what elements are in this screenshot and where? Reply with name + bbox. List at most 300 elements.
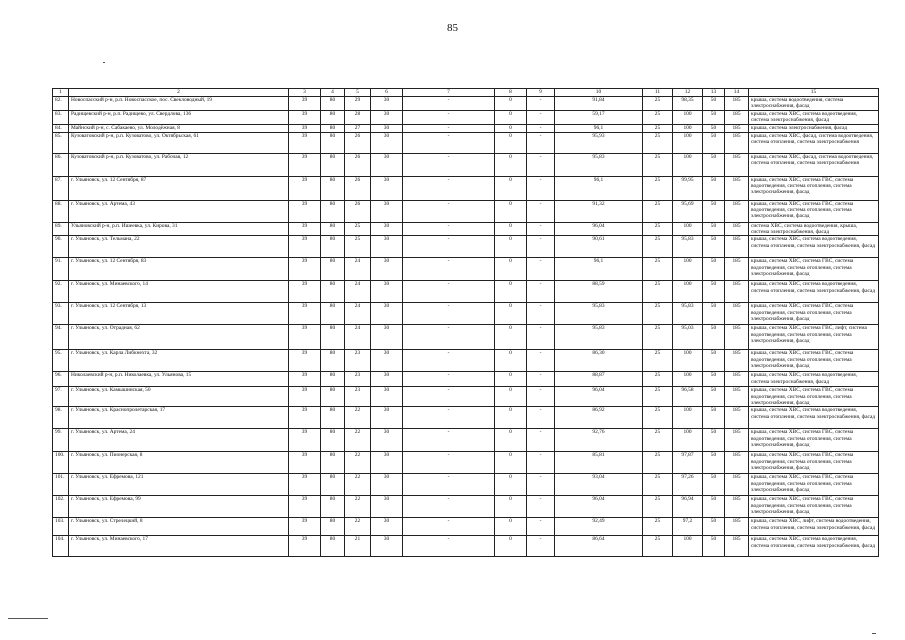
table-cell: 25 [643,429,673,452]
table-cell: 50 [703,325,725,350]
table-cell: - [403,518,495,536]
table-cell: 30 [371,133,403,154]
table-cell: 39 [289,496,321,518]
table-cell: 30 [371,325,403,350]
table-cell: 80 [321,350,345,372]
table-cell: 25 [643,350,673,372]
table-cell: - [403,387,495,407]
table-cell: г. Ульяновск, ул. Ефремова, 121 [69,474,289,496]
table-cell: Ульяновский р-н, р.п. Ишеевка, ул. Кирова, 31 [69,223,289,236]
table-cell: 96,94 [673,496,703,518]
column-header: 7 [403,89,495,97]
table-cell: 91,84 [555,97,643,111]
table-row [53,154,879,177]
table-cell: 85. [53,133,69,154]
table-row [53,201,879,223]
table-cell: 0 [495,154,527,177]
table-cell: 39 [289,177,321,201]
table-cell: 21 [345,536,371,557]
table-cell: 96,58 [673,387,703,407]
table-cell: 39 [289,536,321,557]
table-cell: - [527,452,555,474]
table-cell: 91. [53,258,69,281]
table-cell: 86. [53,154,69,177]
table-cell: 86,92 [555,407,643,429]
table-cell: 80 [321,125,345,133]
table-cell: крыша, система ХВС, система ГВС, система водоотведения, система отопления, система электроснабжения, фасад [749,452,879,474]
table-cell: - [403,125,495,133]
table-cell: 95,83 [555,154,643,177]
table-cell: 100 [673,133,703,154]
table-cell: - [527,111,555,125]
table-cell: 22 [345,429,371,452]
table-cell: 92,76 [555,429,643,452]
table-row [53,429,879,452]
table-cell: - [403,281,495,303]
table-cell: 100 [673,125,703,133]
column-header: 9 [527,89,555,97]
column-header: 11 [643,89,673,97]
table-cell: 185 [725,407,749,429]
table-cell: 92. [53,281,69,303]
table-cell: - [403,154,495,177]
table-cell: - [527,387,555,407]
table-cell: 50 [703,281,725,303]
table-cell: - [527,429,555,452]
table-cell: 185 [725,223,749,236]
table-cell: 185 [725,474,749,496]
table-cell: 80 [321,372,345,387]
table-cell: 95,83 [555,325,643,350]
table-cell: 23 [345,372,371,387]
table-cell: 88,59 [555,281,643,303]
table-cell: 50 [703,518,725,536]
table-cell: - [527,281,555,303]
table-cell: 39 [289,201,321,223]
table-header-row [53,89,879,97]
table-cell: 22 [345,518,371,536]
table-cell: 50 [703,258,725,281]
table-row [53,258,879,281]
table-cell: 39 [289,452,321,474]
table-cell: 0 [495,303,527,325]
table-cell: - [527,372,555,387]
table-cell: крыша, система ХВС, система ГВС, лифт, система водоотведения, система отопления, система электроснабжения, фасад [749,325,879,350]
table-cell: 96,1 [555,258,643,281]
table-row [53,281,879,303]
table-row [53,111,879,125]
table-cell: 25 [643,518,673,536]
table-cell: г. Ульяновск, ул. Карла Либкнехта, 32 [69,350,289,372]
table-cell: 25 [345,223,371,236]
table-row [53,325,879,350]
table-cell: 25 [345,236,371,258]
table-cell: 185 [725,154,749,177]
table-cell: - [527,154,555,177]
table-cell: 98,35 [673,97,703,111]
table-cell: - [403,223,495,236]
table-cell: крыша, система ХВС, система ГВС, система водоотведения, система отопления, система электроснабжения, фасад [749,387,879,407]
table-cell: 93. [53,303,69,325]
table-cell: 22 [345,407,371,429]
table-cell: крыша, система водоотведения, система электроснабжения, фасад [749,97,879,111]
table-cell: 185 [725,258,749,281]
column-header: 5 [345,89,371,97]
table-cell: 39 [289,223,321,236]
column-header: 6 [371,89,403,97]
table-row [53,303,879,325]
table-cell: 39 [289,133,321,154]
column-header: 14 [725,89,749,97]
table-cell: 0 [495,111,527,125]
table-cell: - [403,452,495,474]
table-cell: 25 [643,201,673,223]
table-cell: 25 [643,258,673,281]
table-cell: - [527,350,555,372]
table-cell: 30 [371,536,403,557]
table-cell: - [403,474,495,496]
table-cell: 0 [495,236,527,258]
table-cell: крыша, система ХВС, система ГВС, система водоотведения, система отопления, система электроснабжения, фасад [749,474,879,496]
table-cell: Радищевский р-н, р.п. Радищево, ул. Свердлова, 136 [69,111,289,125]
table-cell: крыша, система ХВС, система водоотведения, система отопления, система электроснабжения, фасад [749,281,879,303]
table-cell: - [527,125,555,133]
table-cell: 29 [345,97,371,111]
table-cell: - [527,407,555,429]
table-cell: 185 [725,236,749,258]
table-cell: 50 [703,452,725,474]
table-cell: 50 [703,97,725,111]
table-cell: - [403,536,495,557]
table-cell: - [527,177,555,201]
table-cell: 80 [321,281,345,303]
table-cell: крыша, система ХВС, система водоотведения, система электроснабжения, фасад [749,372,879,387]
table-cell: 85,81 [555,452,643,474]
table-cell: 90,61 [555,236,643,258]
table-cell: 0 [495,474,527,496]
table-cell: 39 [289,325,321,350]
table-cell: - [527,496,555,518]
table-cell: 39 [289,387,321,407]
table-cell: г. Ульяновск, ул. 12 Сентября, 13 [69,303,289,325]
table-cell: г. Ульяновск, ул. 12 Сентября, 83 [69,258,289,281]
table-cell: 50 [703,536,725,557]
table-cell: 88,87 [555,372,643,387]
table-cell: 25 [643,496,673,518]
table-cell: 25 [643,154,673,177]
table-cell: 185 [725,281,749,303]
table-cell: 50 [703,474,725,496]
table-cell: 80 [321,97,345,111]
page-number: 85 [447,22,458,34]
table-cell: 25 [643,223,673,236]
table-cell: 100 [673,407,703,429]
table-cell: 80 [321,303,345,325]
table-cell: крыша, система ХВС, система ГВС, система водоотведения, система отопления, система электроснабжения, фасад [749,201,879,223]
table-cell: крыша, система ХВС, система водоотведения, система отопления, система электроснабжения, фасад [749,407,879,429]
table-cell: 25 [643,133,673,154]
table-cell: - [527,133,555,154]
table-cell: г. Ульяновск, ул. Минаевского, 14 [69,281,289,303]
table-cell: 97,2 [673,518,703,536]
table-cell: - [403,133,495,154]
table-cell: крыша, система ХВС, система ГВС, система водоотведения, система отопления, система электроснабжения, фасад [749,258,879,281]
table-cell: 96,04 [555,223,643,236]
table-cell: 98. [53,407,69,429]
table-cell: - [403,372,495,387]
table-cell: 25 [643,303,673,325]
table-cell: 26 [345,154,371,177]
table-cell: 86,64 [555,536,643,557]
table-cell: 80 [321,407,345,429]
table-cell: крыша, система ХВС, система водоотведения, система отопления, система электроснабжения, фасад [749,536,879,557]
table-cell: 80 [321,474,345,496]
table-cell: крыша, система ХВС, система ГВС, система водоотведения, система отопления, система электроснабжения, фасад [749,429,879,452]
table-row [53,350,879,372]
table-cell: 0 [495,536,527,557]
table-cell: 50 [703,223,725,236]
table-cell: 83. [53,111,69,125]
table-cell: г. Ульяновск, ул. Отрадная, 62 [69,325,289,350]
table-cell: 82. [53,97,69,111]
table-cell: 39 [289,97,321,111]
table-cell: - [527,236,555,258]
table-cell: 39 [289,350,321,372]
table-cell: 50 [703,372,725,387]
table-row [53,177,879,201]
table-cell: 30 [371,281,403,303]
table-cell: 185 [725,177,749,201]
table-row [53,97,879,111]
table-cell: 185 [725,133,749,154]
table-cell: 80 [321,536,345,557]
table-cell: крыша, система ХВС, фасад, система водоотведения, система отопления, система электроснабжения [749,133,879,154]
table-cell: 80 [321,429,345,452]
table-cell: 30 [371,407,403,429]
table-cell: 24 [345,325,371,350]
table-cell: - [403,496,495,518]
table-cell: 80 [321,177,345,201]
table-cell: 80 [321,223,345,236]
table-cell: 50 [703,201,725,223]
table-cell: 0 [495,97,527,111]
table-cell: 26 [345,201,371,223]
table-cell: 94. [53,325,69,350]
table-cell: 97. [53,387,69,407]
table-cell: 100 [673,258,703,281]
table-cell: 185 [725,452,749,474]
table-cell: 80 [321,258,345,281]
table-cell: 80 [321,496,345,518]
column-header: 8 [495,89,527,97]
table-cell: 89. [53,223,69,236]
table-cell: крыша, система ХВС, лифт, система водоотведения, система отопления, система электроснабжения, фасад [749,518,879,536]
table-cell: - [403,350,495,372]
table-cell: крыша, система ХВС, система ГВС, система водоотведения, система отопления, система электроснабжения, фасад [749,350,879,372]
table-cell: 86,30 [555,350,643,372]
table-cell: 84. [53,125,69,133]
table-cell: 30 [371,236,403,258]
table-cell: 0 [495,325,527,350]
table-cell: крыша, система ХВС, система водоотведения, система отопления, система электроснабжения, фасад [749,236,879,258]
table-cell: 95,83 [673,303,703,325]
table-cell: 99,95 [673,177,703,201]
table-cell: 50 [703,496,725,518]
table-cell: г. Ульяновск, ул. Тельмана, 22 [69,236,289,258]
table-cell: крыша, система ХВС, система водоотведения, система электроснабжения, фасад [749,111,879,125]
table-row [53,223,879,236]
table-cell: 185 [725,536,749,557]
table-cell: 185 [725,125,749,133]
table-cell: 96,04 [555,496,643,518]
table-cell: 0 [495,407,527,429]
table-cell: 30 [371,97,403,111]
table-cell: 0 [495,350,527,372]
table-cell: 39 [289,429,321,452]
table-cell: 100 [673,536,703,557]
table-cell: - [403,97,495,111]
table-cell: 96,1 [555,125,643,133]
table-cell: 92,49 [555,518,643,536]
table-cell: 24 [345,258,371,281]
table-cell: - [403,258,495,281]
table-cell: 97,87 [673,452,703,474]
table-cell: 185 [725,201,749,223]
table-cell: - [527,536,555,557]
table-cell: 30 [371,258,403,281]
table-cell: 0 [495,223,527,236]
table-cell: крыша, система ХВС, фасад, система водоотведения, система отопления, система электроснабжения [749,154,879,177]
table-cell: г. Ульяновск, ул. Артема, 43 [69,201,289,223]
table-cell: 95,83 [555,303,643,325]
table-cell: г. Ульяновск, ул. Камышинская, 50 [69,387,289,407]
table-row [53,474,879,496]
table-cell: 185 [725,350,749,372]
table-cell: 80 [321,154,345,177]
column-header: 10 [555,89,643,97]
table-cell: 0 [495,133,527,154]
scan-speck [103,62,105,63]
table-cell: 95. [53,350,69,372]
column-header: 15 [749,89,879,97]
table-row [53,387,879,407]
table-cell: 50 [703,125,725,133]
table-cell: Майнский р-н, с. Сабакаево, ул. Молодёжная, 8 [69,125,289,133]
table-cell: г. Ульяновск, ул. 12 Сентября, 87 [69,177,289,201]
table-cell: 39 [289,125,321,133]
table-cell: - [403,303,495,325]
table-cell: 100 [673,154,703,177]
table-cell: 96,1 [555,177,643,201]
table-cell: г. Ульяновск, ул. Краснопролетарская, 17 [69,407,289,429]
table-cell: 185 [725,387,749,407]
column-header: 2 [69,89,289,97]
table-cell: Кузоватовский р-н, р.п. Кузоватово, ул. Октябрьская, 61 [69,133,289,154]
table-cell: 25 [643,125,673,133]
table-cell: 39 [289,474,321,496]
table-cell: 50 [703,177,725,201]
table-cell: 185 [725,429,749,452]
table-cell: 80 [321,325,345,350]
table-cell: 80 [321,452,345,474]
table-cell: 28 [345,111,371,125]
table-cell: 185 [725,518,749,536]
table-cell: 0 [495,372,527,387]
table-cell: 39 [289,154,321,177]
table-cell: 30 [371,223,403,236]
table-cell: - [403,201,495,223]
table-cell: 88. [53,201,69,223]
table-cell: - [403,111,495,125]
table-row [53,536,879,557]
table-cell: 30 [371,111,403,125]
table-cell: - [527,223,555,236]
table-cell: Николаевский р-н, р.п. Николаевка, ул. Ульянова, 15 [69,372,289,387]
table-cell: 0 [495,281,527,303]
table-cell: 0 [495,518,527,536]
table-cell: 30 [371,177,403,201]
table-cell: 30 [371,452,403,474]
table-cell: 25 [643,97,673,111]
table-cell: 102. [53,496,69,518]
table-cell: 25 [643,407,673,429]
table-cell: 0 [495,452,527,474]
table-cell: 100 [673,111,703,125]
table-cell: - [403,407,495,429]
table-cell: 25 [643,387,673,407]
column-header: 13 [703,89,725,97]
table-cell: 185 [725,111,749,125]
table-cell: - [527,201,555,223]
table-cell: 22 [345,452,371,474]
table-row [53,133,879,154]
table-cell: 23 [345,387,371,407]
table-row [53,407,879,429]
table-cell: 80 [321,236,345,258]
table-cell: 0 [495,258,527,281]
table-cell: 185 [725,325,749,350]
table-cell: 25 [643,452,673,474]
table-cell: 30 [371,518,403,536]
table-cell: г. Ульяновск, ул. Минаевского, 17 [69,536,289,557]
table-cell: 50 [703,407,725,429]
table-cell: 39 [289,303,321,325]
table-cell: 39 [289,372,321,387]
table-cell: 25 [643,474,673,496]
table-cell: 95,03 [673,325,703,350]
table-cell: 95,69 [673,201,703,223]
column-header: 4 [321,89,345,97]
table-cell: г. Ульяновск, ул. Стрелецкий, 8 [69,518,289,536]
table-cell: 24 [345,281,371,303]
table-cell: 0 [495,177,527,201]
table-cell: 87. [53,177,69,201]
table-cell: 30 [371,201,403,223]
table-cell: г. Ульяновск, ул. Ефремова, 99 [69,496,289,518]
table-cell: 80 [321,111,345,125]
table-cell: 100 [673,223,703,236]
table-row [53,496,879,518]
table-cell: 100. [53,452,69,474]
table-cell: 22 [345,496,371,518]
table-cell: 185 [725,97,749,111]
table-cell: 80 [321,133,345,154]
table-cell: 25 [643,236,673,258]
table-cell: 23 [345,350,371,372]
table-cell: 39 [289,258,321,281]
table-cell: 0 [495,125,527,133]
table-cell: 0 [495,496,527,518]
